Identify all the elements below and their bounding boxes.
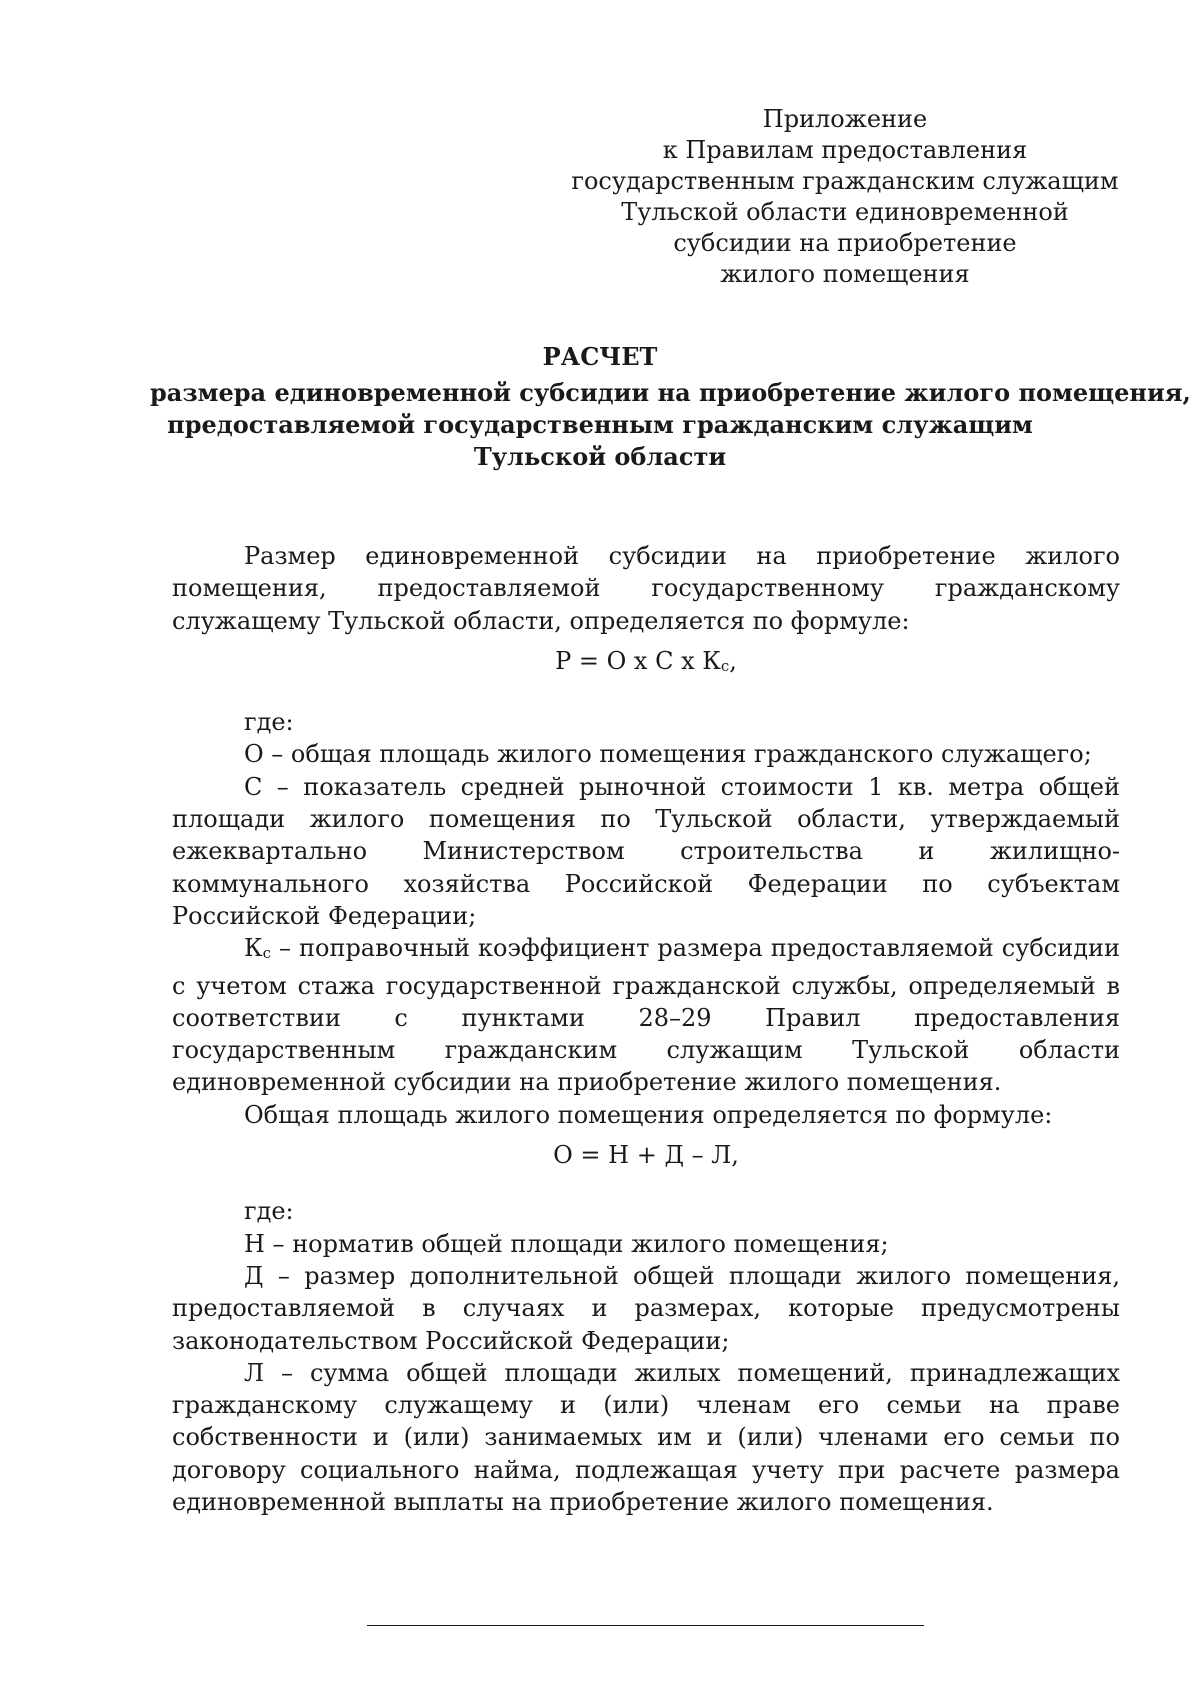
document-title [150, 341, 1191, 473]
definition-k [172, 932, 1120, 1098]
definition-k-text: – поправочный коэффициент размера предоставляемой субсидии с учетом стажа государственной гражданской службы, определяемый в соответствии с пунктами 28–29 Правил предоставления государственным гражданским служащим Тульской области единовременной субсидии на приобретение жилого помещения. [172, 934, 1120, 1097]
formula-main: Р = О х С х К [555, 646, 721, 675]
area-intro: Общая площадь жилого помещения определяется по формуле: [244, 1100, 1053, 1129]
title-line: Тульской области [473, 442, 727, 471]
appendix-line: жилого помещения [720, 260, 970, 288]
appendix-line: Тульской области единовременной [621, 198, 1069, 226]
appendix-line: Приложение [762, 105, 928, 133]
where-label: где: [244, 708, 294, 737]
appendix-line: государственным гражданским служащим [571, 167, 1119, 195]
where-label: где: [244, 1197, 294, 1226]
definition-o: О – общая площадь жилого помещения гражданского служащего; [244, 740, 1092, 769]
appendix-header [555, 104, 1135, 290]
intro-paragraph: Размер единовременной субсидии на приобретение жилого помещения, предоставляемой государственному гражданскому служащему Тульской области, определяется по формуле: [172, 542, 1120, 635]
closing-rule [367, 1625, 924, 1626]
formula-area: О = Н + Д – Л, [553, 1141, 739, 1170]
title-heading: РАСЧЕТ [542, 342, 658, 371]
definition-d: Д – размер дополнительной общей площади жилого помещения, предоставляемой в случаях и размерах, которые предусмотрены законодательством Российской Федерации; [172, 1261, 1120, 1355]
formula-subsidy [172, 645, 1120, 682]
title-line: размера единовременной субсидии на приобретение жилого помещения, [150, 378, 1191, 407]
formula-subscript: с [720, 656, 730, 675]
definition-c: С – показатель средней рыночной стоимости 1 кв. метра общей площади жилого помещения по Тульской области, утверждаемый ежеквартально Министерством строительства и жилищно-коммунального хозяйства Российской Федерации по субъектам Российской Федерации; [172, 772, 1120, 930]
formula-end: , [729, 646, 737, 675]
appendix-line: к Правилам предоставления [662, 136, 1028, 164]
title-line: предоставляемой государственным гражданским служащим [167, 410, 1033, 439]
definition-k-letter: К [244, 934, 263, 963]
definition-k-subscript: с [262, 944, 271, 963]
appendix-line: субсидии на приобретение [673, 229, 1017, 257]
definition-n: Н – норматив общей площади жилого помещения; [244, 1229, 889, 1258]
definition-l: Л – сумма общей площади жилых помещений, принадлежащих гражданскому служащему и (или) членам его семьи на праве собственности и (или) занимаемых им и (или) членами его семьи по договору социального найма, подлежащая учету при расчете размера единовременной выплаты на приобретение жилого помещения. [172, 1358, 1120, 1517]
document-body [172, 540, 1120, 1518]
